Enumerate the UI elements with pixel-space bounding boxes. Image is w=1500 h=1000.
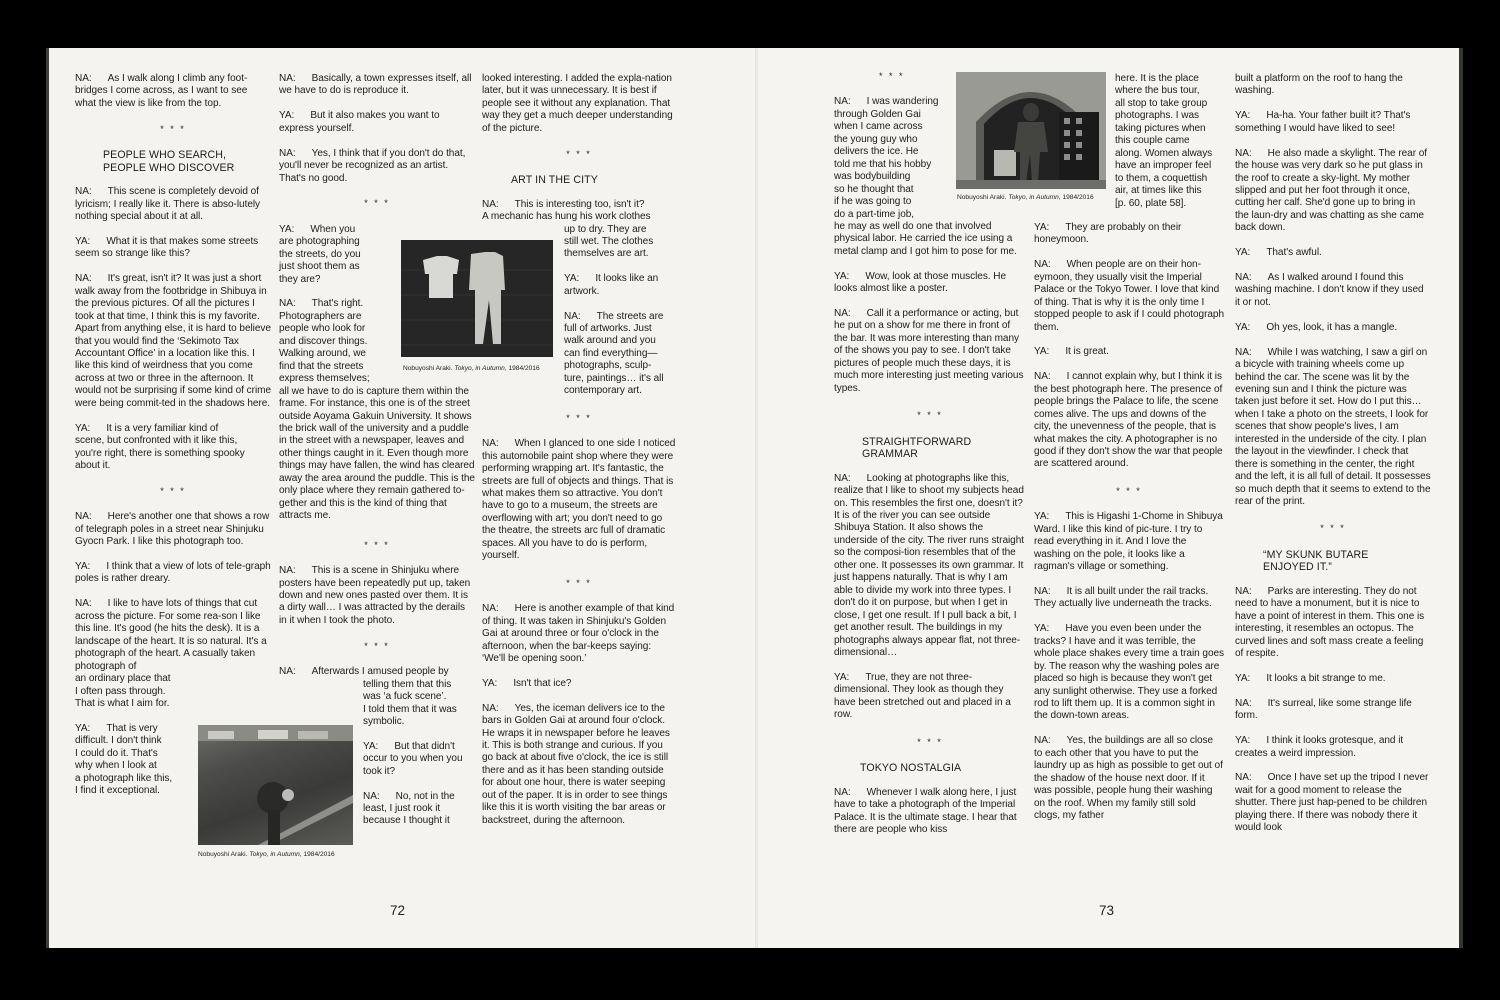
paragraph: NA: That's right. Photographers are people who look for and discover things. Walking around, we find that the streets express themselves; bbox=[279, 298, 370, 385]
paragraph: YA: Have you even been under the tracks? I have and it was terrible, the whole place shakes every time a train goes by. The reason why the washing poles are placed so high is because they won't get any sunlight otherwise. They use a forked rod to lift them up. It is a common sight in the down-town areas. bbox=[1034, 623, 1225, 722]
paragraph: NA: It's great, isn't it? It was just a short walk away from the footbridge in Shibuya in the previous pictures. Of all the pictures I took at that time, I think this is my favorite. Apart from anything else, it is hard to believe that you would find the ‘Sekimoto Tax Accountant Office’ in a location like this. I like this kind of weirdness that you come across at two or three in the afternoon. It would not be surprising if some kind of crime were being commit-ted in the shadows here. bbox=[75, 273, 271, 409]
section-break: * * * bbox=[566, 412, 592, 423]
paragraph: NA: He also made a skylight. The rear of the house was very dark so he put glass in the roof to create a sky-light. My mother slipped and put her foot through it once, cutting her calf. She'd gone up to bring in the laun-dry and was chatting as she came back down. bbox=[1235, 147, 1428, 234]
paragraph: NA: Yes, the buildings are all so close to each other that you have to put the laundry up as high as possible to get out of the shadow of the house next door. If it was possible, people hung their washing on the roof. When my family still sold clogs, my father bbox=[1034, 735, 1223, 821]
paragraph: NA: Parks are interesting. They do not need to have a monument, but it is nice to have a point of interest in them. This one is interesting, it resembles an octopus. The curved lines and soft mass create a feeling of respite. bbox=[1235, 585, 1425, 660]
paragraph: NA: Looking at photographs like this, realize that I like to shoot my subjects head on. This resembles the first one, doesn't it? It is of the river you can see outside Shibuya Station. It also shows the underside of the city. The river runs straight so the composi-tion resembles that of the other one. It possesses its own grammar. It just happens naturally. That is why I am able to divide my work into three types. I don't do it on purpose, but when I get in close, I get one result. If I pull back a bit, I get another result. The buildings in my photographs always appear flat, not three-dimensional… bbox=[834, 472, 1024, 658]
section-break: * * * bbox=[364, 640, 390, 651]
paragraph: NA: While I was watching, I saw a girl on a bicycle with training wheels come up behind the car. The scene was lit by the evening sun and I think the picture was taken just before it set. How do I put this… when I take a photo on the streets, I look for scenes that show people's lives, I am interested in the underside of the city. I plan the layout in the viewfinder. I check that there is something in the center, the right and the left, it is all full of detail. It possesses so much depth that it seems to extend to the rear of the print. bbox=[1235, 346, 1431, 508]
section-heading: PEOPLE WHO SEARCH, PEOPLE WHO DISCOVER bbox=[103, 149, 235, 174]
paragraph: YA: True, they are not three-dimensional. They look as though they have been stretched out and placed in a row. bbox=[834, 671, 1011, 721]
paragraph: NA: When people are on their hon-eymoon, they usually visit the Imperial Palace or the Tokyo Tower. I love that kind of thing. That is why it is the only time I stopped people to ask if I could photograph them. bbox=[1034, 259, 1224, 333]
paragraph: YA: It is great. bbox=[1034, 346, 1109, 358]
section-break: * * * bbox=[917, 410, 943, 421]
section-heading: ART IN THE CITY bbox=[511, 174, 598, 187]
paragraph: YA: It looks a bit strange to me. bbox=[1235, 673, 1386, 685]
paragraph: YA: I think it looks grotesque, and it creates a weird impression. bbox=[1235, 735, 1404, 759]
section-break: * * * bbox=[879, 71, 905, 81]
left-column-3 bbox=[482, 73, 676, 840]
section-break: * * * bbox=[566, 148, 592, 159]
paragraph: YA: Wow, look at those muscles. He looks almost like a poster. bbox=[834, 270, 1007, 295]
section-break: * * * bbox=[1116, 485, 1142, 496]
paragraph: looked interesting. I added the expla-nation later, but it was unnecessary. It is best if people see it without any explanation. That way they get a much deeper understanding of the picture. bbox=[482, 73, 673, 134]
paragraph: NA: Basically, a town expresses itself, all we have to do is reproduce it. bbox=[279, 73, 472, 97]
paragraph: NA: When I glanced to one side I noticed this automobile paint shop where they were performing wrapping art. It's fantastic, the streets are full of objects and things. That is what makes them so attractive. You don't have to go to a museum, the streets are overflowing with art; you don't need to go the theatre, the streets arc full of dramatic spaces. All you have to do is perform, yourself. bbox=[482, 438, 676, 562]
right-column-2 bbox=[1034, 73, 1224, 835]
page-number-left: 72 bbox=[390, 903, 406, 918]
section-break: * * * bbox=[566, 577, 592, 588]
paragraph: YA: But that didn't occur to you when you took it? bbox=[363, 740, 463, 777]
paragraph: YA: Isn't that ice? bbox=[482, 677, 572, 689]
paragraph: NA: Yes, I think that if you don't do that, you'll never be recognized as an artist. That's no good. bbox=[279, 147, 466, 184]
paragraph: NA: No, not in the least, I just rook it because I thought it bbox=[363, 790, 455, 827]
section-heading: TOKYO NOSTALGIA bbox=[860, 762, 962, 775]
paragraph: built a platform on the roof to hang the washing. bbox=[1235, 73, 1403, 97]
paragraph: YA: What it is that makes some streets seem so strange like this? bbox=[75, 235, 259, 260]
paragraph: YA: That is very difficult. I don't think I could do it. That's why when I look at a photograph like this, I find it exceptional. bbox=[75, 722, 173, 797]
paragraph: YA: Oh yes, look, it has a mangle. bbox=[1235, 321, 1398, 333]
paragraph: YA: It is a very familiar kind of scene, but confronted with it like this, you're right, there is something spooky about it. bbox=[75, 422, 245, 471]
paragraph: NA: I cannot explain why, but I think it is the best photograph here. The presence of people brings the Palace to life, the scene comes alive. The ups and downs of the city, the unevenness of the people, that is what makes the city. A photographer is no good if they don't show the war that people are scattered around. bbox=[1034, 371, 1223, 470]
paragraph: NA: Here's another one that shows a row of telegraph poles in a street near Shinjuku Gyocn Park. I like this photograph too. bbox=[75, 511, 270, 548]
paragraph: NA: It is all built under the rail tracks. They actually live underneath the tracks. bbox=[1034, 585, 1212, 610]
section-break: * * * bbox=[917, 736, 943, 747]
paragraph: YA: That's awful. bbox=[1235, 247, 1322, 259]
paragraph: here. It is the place where the bus tour, all stop to take group photographs. I was taking pictures when this couple came along. Women always have an improper feel to them, a coquettish air, at times like this [p. 60, plate 58]. bbox=[1115, 73, 1213, 209]
right-column-3 bbox=[1235, 73, 1431, 847]
left-column-2 bbox=[279, 73, 475, 840]
paragraph: NA: This is interesting too, isn't it? A mechanic has hung his work clothes up to dry. They are still wet. The clothes themselves are art. bbox=[482, 198, 654, 260]
paragraph: NA: It's surreal, like some strange life form. bbox=[1235, 697, 1412, 722]
paragraph: NA: This is a scene in Shinjuku where posters have been repeatedly put up, taken down and new ones pasted over them. It is a dirty wall… I was attracted by the derails in it when I took the photo. bbox=[279, 565, 471, 626]
section-break: * * * bbox=[160, 485, 186, 496]
paragraph: YA: When you are photographing the streets, do you just shoot them as they are? bbox=[279, 223, 361, 285]
left-column-1 bbox=[75, 73, 271, 810]
paragraph: YA: It looks like an artwork. bbox=[564, 273, 659, 297]
paragraph: NA: The streets are full of artworks. Just walk around and you can find everything— photographs, sculp- ture, paintings… it's all contemporary art. bbox=[564, 310, 664, 397]
paragraph: he may as well do one that involved physical labor. He carried the ice using a metal clamp and I got him to pose for me. bbox=[834, 220, 1017, 257]
book-gutter bbox=[755, 48, 758, 948]
paragraph: NA: As I walk along I climb any foot-bridges I come across, as I want to see what the view is like from the top. bbox=[75, 73, 248, 109]
paragraph: YA: But it also makes you want to express yourself. bbox=[279, 110, 440, 134]
paragraph: YA: Ha-ha. Your father built it? That's something I would have liked to see! bbox=[1235, 110, 1411, 134]
paragraph: YA: I think that a view of lots of tele-graph poles is rather dreary. bbox=[75, 561, 271, 585]
paragraph: NA: Here is another example of that kind of thing. It was taken in Shinjuku's Golden Gai at around three or four o'clock in the afternoon, when the bar-keeps saying: ‘We'll be opening soon.’ bbox=[482, 603, 675, 664]
section-heading: STRAIGHTFORWARD GRAMMAR bbox=[862, 435, 972, 461]
paragraph: YA: This is Higashi 1-Chome in Shibuya Ward. I like this kind of pic-ture. I try to read everything in it. And I love the washing on the pole, it looks like a ragman's village or something. bbox=[1034, 511, 1223, 573]
paragraph: NA: Afterwards I amused people by telling them that this was ‘a fuck scene’. I told them that it was symbolic. bbox=[279, 666, 457, 727]
page-number-right: 73 bbox=[1099, 903, 1115, 918]
paragraph: NA: As I walked around I found this washing machine. I don't know if they used it or not. bbox=[1235, 272, 1424, 308]
paragraph: NA: Call it a performance or acting, but he put on a show for me there in front of the bar. It was more interesting than many of the shows you pay to see. I don't take pictures of people much these days, it is much more interesting just meeting various types. bbox=[834, 308, 1024, 394]
photo-caption: Nobuyoshi Araki. Tokyo, in Autumn, 1984/2016 bbox=[957, 194, 1094, 201]
section-heading: “MY SKUNK BUTARE ENJOYED IT.” bbox=[1263, 548, 1369, 574]
section-break: * * * bbox=[1320, 523, 1346, 534]
section-break: * * * bbox=[364, 198, 390, 209]
paragraph: NA: I like to have lots of things that cut across the picture. For some rea-son I like this line. It's good (he hits the desk). It is a landscape of the heart. It is so natural. It's a photograph of the heart. A casually taken photograph of bbox=[75, 598, 267, 672]
paragraph: all we have to do is capture them within the frame. For instance, this one is of the street outside Aoyama Gakuin University. It shows the brick wall of the university and a puddle in the street with a newspaper, leaves and other things caught in it. Even though more things may have fallen, the wind has cleared away the area around the puddle. This is the only place where they remain gathered to-gether and this is the kind of thing that attracts me. bbox=[279, 385, 475, 522]
section-break: * * * bbox=[160, 123, 186, 134]
paragraph: NA: This scene is completely devoid of lyricism; I really like it. There is abso-lutely nothing special about it at all. bbox=[75, 186, 261, 223]
paragraph: NA: I was wandering through Golden Gai when I came across the young guy who delivers the ice. He told me that his hobby was bodybuilding so he thought that if he was going to do a part-time job, bbox=[834, 96, 939, 220]
photo-caption: Nobuyoshi Araki. Tokyo, in Autumn, 1984/2016 bbox=[403, 365, 540, 372]
paragraph: NA: Once I have set up the tripod I never wait for a good moment to release the shutter. There just hap-pened to be children playing there. If there was nobody there it would look bbox=[1235, 772, 1429, 834]
photo-caption: Nobuyoshi Araki. Tokyo, in Autumn, 1984/2016 bbox=[198, 851, 335, 858]
paragraph: NA: Whenever I walk along here, I just have to take a photograph of the Imperial Palace. It is the ultimate stage. I hear that there are people who kiss bbox=[834, 786, 1017, 835]
section-break: * * * bbox=[364, 539, 390, 550]
paragraph: YA: They are probably on their honeymoon. bbox=[1034, 221, 1182, 246]
paragraph: an ordinary place that I often pass through. That is what I aim for. bbox=[75, 673, 171, 709]
paragraph: NA: Yes, the iceman delivers ice to the bars in Golden Gai at around four o'clock. He wraps it in newspaper before he leaves it. This is both strange and curious. If you go back at about five o'clock, the ice is still there and as it has been standing outside for about one hour, there is water seeping out of the paper. It is in order to see things like this it is worth visiting the bar areas or backstreet, during the afternoon. bbox=[482, 702, 670, 826]
